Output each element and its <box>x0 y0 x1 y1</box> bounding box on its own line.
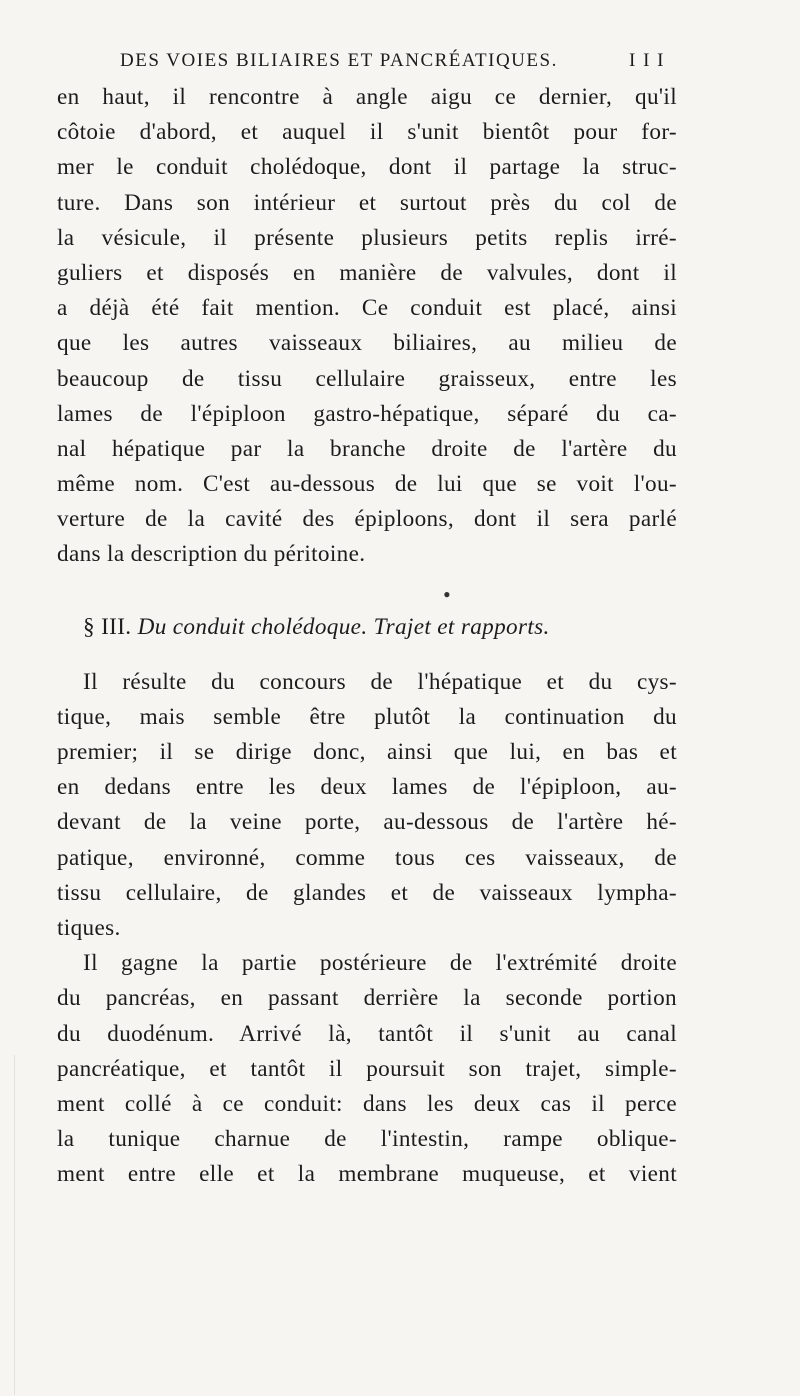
running-head-title: DES VOIES BILIAIRES ET PANCRÉATIQUES. <box>120 50 558 71</box>
text-line: même nom. C'est au-dessous de lui que se voit l'ou- <box>57 471 677 498</box>
text-line: du duodénum. Arrivé là, tantôt il s'unit au canal <box>57 1020 677 1047</box>
section-ornament: ● <box>443 586 451 601</box>
text-line: la vésicule, il présente plusieurs petits replis irré- <box>57 224 677 251</box>
page-edge-shadow <box>14 1055 15 1395</box>
text-line: Il gagne la partie postérieure de l'extrémité droite <box>83 950 677 977</box>
text-line: la tunique charnue de l'intestin, rampe oblique- <box>57 1126 677 1153</box>
page-number: I I I <box>629 50 665 71</box>
text-line: devant de la veine porte, au-dessous de l'artère hé- <box>57 809 677 836</box>
text-line: premier; il se dirige donc, ainsi que lui, en bas et <box>57 739 677 765</box>
running-head <box>120 50 665 80</box>
paragraph-2 <box>57 665 677 947</box>
text-line: ment entre elle et la membrane muqueuse, et vient <box>57 1161 677 1188</box>
text-line: que les autres vaisseaux biliaires, au milieu de <box>57 330 677 357</box>
text-line: côtoie d'abord, et auquel il s'unit bientôt pour for- <box>57 119 677 146</box>
text-line: ment collé à ce conduit: dans les deux cas il perce <box>57 1090 677 1117</box>
body-text <box>57 80 677 1192</box>
text-line: tissu cellulaire, de glandes et de vaisseaux lympha- <box>57 879 677 906</box>
text-line: en haut, il rencontre à angle aigu ce dernier, qu'il <box>57 84 677 110</box>
text-line: du pancréas, en passant derrière la seconde portion <box>57 985 677 1012</box>
text-line: nal hépatique par la branche droite de l'artère du <box>57 435 677 462</box>
section-title: Du conduit cholédoque. Trajet et rapports. <box>137 613 550 640</box>
text-line: lames de l'épiploon gastro-hépatique, séparé du ca- <box>57 400 677 427</box>
text-line: mer le conduit cholédoque, dont il partage la struc- <box>57 154 677 181</box>
paragraph-3 <box>57 946 677 1192</box>
text-line: en dedans entre les deux lames de l'épiploon, au- <box>57 774 677 801</box>
text-line: Il résulte du concours de l'hépatique et du cys- <box>83 668 677 695</box>
text-line: verture de la cavité des épiploons, dont il sera parlé <box>57 506 677 533</box>
text-line: dans la description du péritoine. <box>57 541 366 568</box>
section-heading <box>57 607 677 647</box>
text-line: pancréatique, et tantôt il poursuit son trajet, simple- <box>57 1055 677 1082</box>
text-line: beaucoup de tissu cellulaire graisseux, entre les <box>57 365 677 392</box>
text-line: tique, mais semble être plutôt la continuation du <box>57 703 677 730</box>
text-line: tiques. <box>57 914 121 941</box>
text-line: a déjà été fait mention. Ce conduit est placé, ainsi <box>57 295 677 322</box>
text-line: guliers et disposés en manière de valvules, dont il <box>57 259 677 286</box>
text-line: ture. Dans son intérieur et surtout près du col de <box>57 189 677 216</box>
section-number: § III. <box>83 613 132 640</box>
text-line: patique, environné, comme tous ces vaisseaux, de <box>57 844 677 871</box>
paragraph-1 <box>57 80 677 573</box>
